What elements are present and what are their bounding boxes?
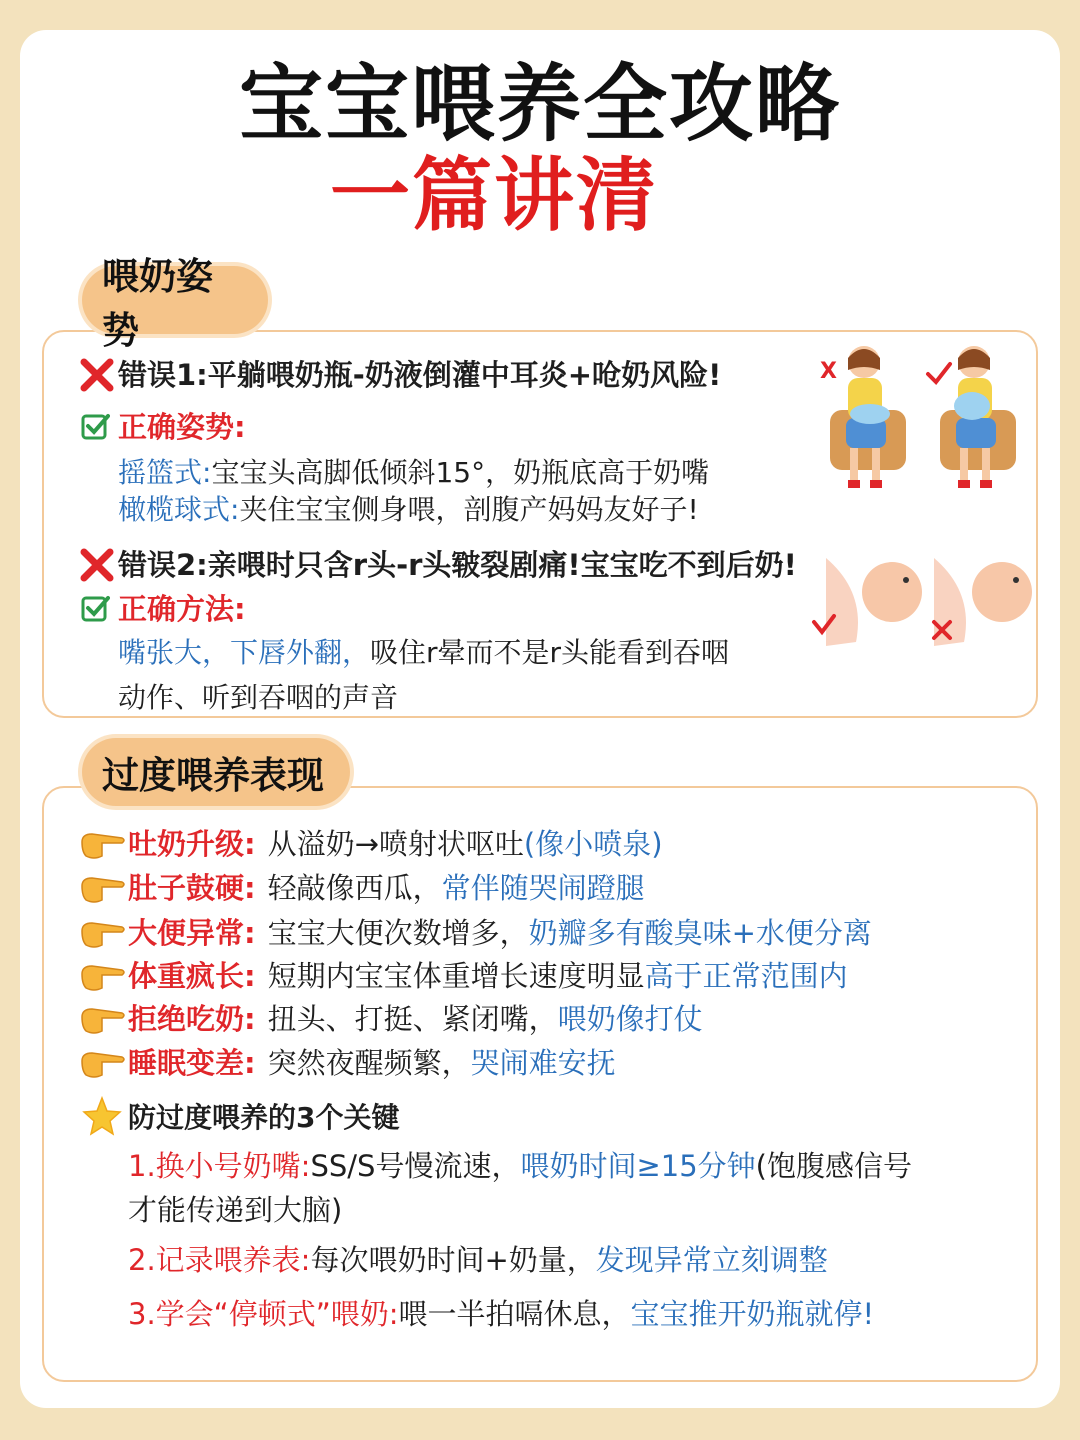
correct-method-label: 正确方法: xyxy=(118,592,246,626)
star-icon xyxy=(82,1096,122,1136)
sign-text: 突然夜醒频繁， xyxy=(267,1046,471,1080)
sign-text: 从溢奶→喷射状呕吐 xyxy=(267,827,524,861)
pointing-hand-icon xyxy=(80,830,126,860)
wrong-cross-icon xyxy=(80,548,114,582)
key-point-3-text: 喂一半拍嗝休息， xyxy=(398,1297,631,1331)
sign-label: 体重疯长: xyxy=(128,959,256,993)
sign-highlight: 哭闹难安抚 xyxy=(470,1046,616,1080)
section-heading-text: 喂奶姿势 xyxy=(102,255,213,352)
key-points-title: 防过度喂养的3个关键 xyxy=(128,1101,400,1134)
cradle-hold-text: 宝宝头高脚低倾斜15°，奶瓶底高于奶嘴 xyxy=(211,456,710,489)
wrong-cross-icon xyxy=(80,358,114,392)
correct-method-line-2: 动作、听到吞咽的声音 xyxy=(118,681,399,714)
pointing-hand-icon xyxy=(80,1049,126,1079)
key-point-1-line-2: 才能传递到大脑) xyxy=(128,1193,343,1227)
error-2-text: 错误2:亲喂时只含r头-r头皲裂剧痛!宝宝吃不到后奶! xyxy=(118,548,797,582)
sign-label: 吐奶升级: xyxy=(128,827,256,861)
breastfeeding-latch-illustration xyxy=(806,552,1038,652)
pointing-hand-icon xyxy=(80,962,126,992)
key-point-2-highlight: 发现异常立刻调整 xyxy=(595,1243,828,1277)
section-heading-overfeeding xyxy=(82,738,350,806)
mouth-open-text: 嘴张大， xyxy=(118,636,231,669)
check-box-icon xyxy=(80,593,110,623)
key-point-2-text: 每次喂奶时间+奶量， xyxy=(310,1243,596,1277)
section-heading-feeding-posture xyxy=(82,255,268,352)
key-point-3-label: 3.学会“停顿式”喂奶: xyxy=(128,1297,399,1331)
sign-label: 睡眠变差: xyxy=(128,1046,256,1080)
check-box-icon xyxy=(80,411,110,441)
football-hold-name: 橄榄球式: xyxy=(118,493,240,526)
pointing-hand-icon xyxy=(80,919,126,949)
football-hold-line xyxy=(118,492,699,528)
error-1-text: 错误1:平躺喂奶瓶-奶液倒灌中耳炎+呛奶风险! xyxy=(118,358,722,392)
pointing-hand-icon xyxy=(80,1005,126,1035)
overfeeding-sign-row xyxy=(128,826,663,862)
sign-text: 短期内宝宝体重增长速度明显 xyxy=(267,959,645,993)
key-point-3 xyxy=(128,1296,874,1332)
key-point-1-text-2: (饱腹感信号 xyxy=(755,1149,912,1183)
page-title: 宝宝喂养全攻略 xyxy=(238,55,841,153)
sign-text: 轻敲像西瓜， xyxy=(267,871,442,905)
cradle-hold-name: 摇篮式: xyxy=(118,456,212,489)
sign-highlight: 奶瓣多有酸臭味+水便分离 xyxy=(528,916,872,950)
overfeeding-sign-row xyxy=(128,915,872,951)
key-point-1-label: 1.换小号奶嘴: xyxy=(128,1149,311,1183)
lip-flip-text: 下唇外翻， xyxy=(230,636,371,669)
sign-label: 拒绝吃奶: xyxy=(128,1002,256,1036)
sign-label: 大便异常: xyxy=(128,916,256,950)
key-point-2-label: 2.记录喂养表: xyxy=(128,1243,311,1277)
key-point-1-text: SS/S号慢流速， xyxy=(310,1149,521,1183)
page-subtitle: 一篇讲清 xyxy=(330,149,658,242)
overfeeding-sign-row xyxy=(128,1001,703,1037)
bottle-feeding-illustration xyxy=(812,340,1034,500)
sign-highlight: 高于正常范围内 xyxy=(644,959,848,993)
pointing-hand-icon xyxy=(80,874,126,904)
key-point-2 xyxy=(128,1242,828,1278)
wrong-mark-text: X xyxy=(820,359,837,384)
sign-highlight: (像小喷泉) xyxy=(523,827,663,861)
overfeeding-sign-row xyxy=(128,870,645,906)
section-heading-text: 过度喂养表现 xyxy=(102,754,324,797)
correct-posture-label: 正确姿势: xyxy=(118,410,246,444)
latch-text: 吸住r晕而不是r头能看到吞咽 xyxy=(370,636,730,669)
sign-highlight: 喂奶像打仗 xyxy=(557,1002,703,1036)
sign-text: 扭头、打挺、紧闭嘴， xyxy=(267,1002,558,1036)
sign-text: 宝宝大便次数增多， xyxy=(267,916,529,950)
cradle-hold-line xyxy=(118,455,709,491)
overfeeding-sign-row xyxy=(128,958,848,994)
overfeeding-sign-row xyxy=(128,1045,616,1081)
football-hold-text: 夹住宝宝侧身喂，剖腹产妈妈友好子! xyxy=(239,493,699,526)
correct-method-line-1 xyxy=(118,635,729,671)
key-point-1 xyxy=(128,1148,912,1184)
key-point-1-highlight: 喂奶时间≥15分钟 xyxy=(520,1149,756,1183)
sign-label: 肚子鼓硬: xyxy=(128,871,256,905)
key-point-3-highlight: 宝宝推开奶瓶就停! xyxy=(630,1297,875,1331)
sign-highlight: 常伴随哭闹蹬腿 xyxy=(441,871,645,905)
